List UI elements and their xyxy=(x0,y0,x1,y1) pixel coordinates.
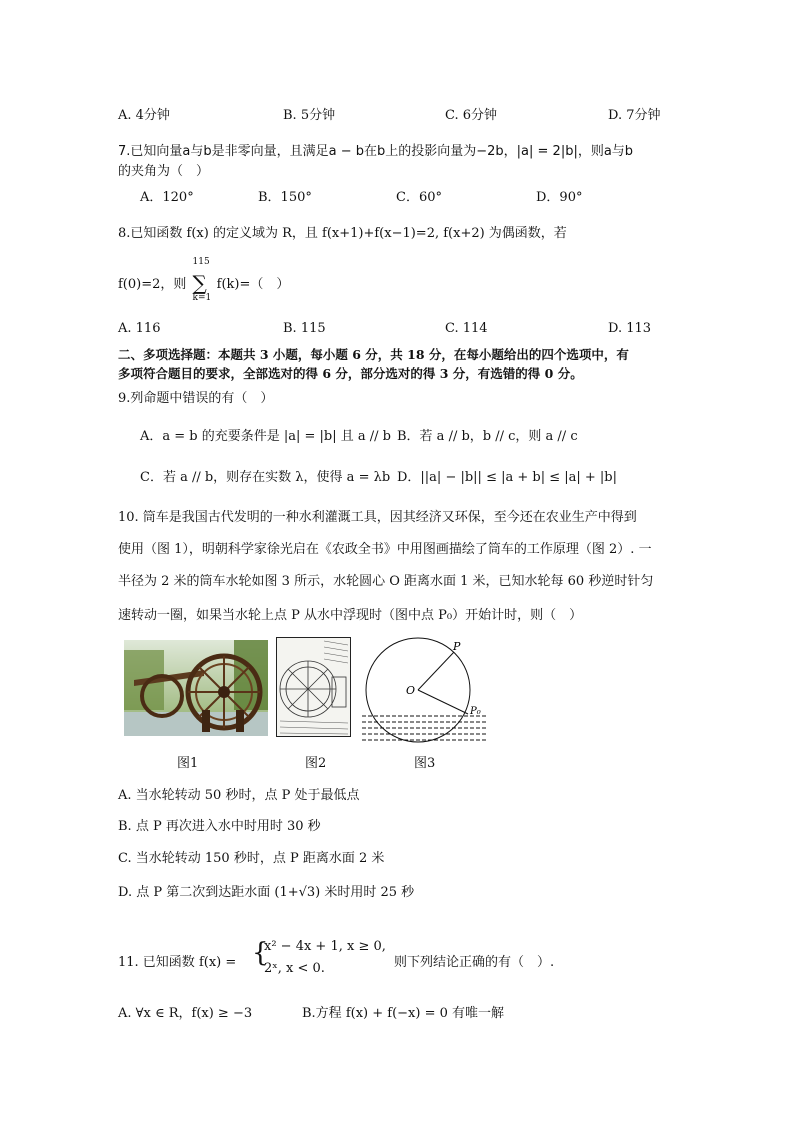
q10-option-b: B. 点 P 再次进入水中时用时 30 秒 xyxy=(118,819,321,834)
q8-option-d: D. 113 xyxy=(608,321,652,336)
q8-option-a: A. 116 xyxy=(118,321,161,336)
q8-f0: f(0)=2，则 xyxy=(118,277,187,292)
q10-stem-line3: 半径为 2 米的筒车水轮如图 3 所示，水轮圆心 O 距离水面 1 米，已知水轮每 60 秒逆时针匀 xyxy=(118,574,654,589)
q8-sum-body: f(k)=（ ） xyxy=(216,277,290,292)
fig3-caption: 图3 xyxy=(414,756,436,771)
fig3-label-p0: P₀ xyxy=(470,706,481,717)
q7-option-a: A．120° xyxy=(140,190,194,205)
q10-option-c: C. 当水轮转动 150 秒时，点 P 距离水面 2 米 xyxy=(118,851,385,866)
fig3-label-p: P xyxy=(453,640,461,653)
q7-options xyxy=(140,186,700,204)
q8-stem-line2 xyxy=(118,256,290,303)
q6-option-a: A. 4分钟 xyxy=(118,108,170,123)
fig1-waterwheel-photo xyxy=(124,640,268,736)
section2-heading-line2: 多项符合题目的要求，全部选对的得 6 分，部分选对的得 3 分，有选错的得 0 分。 xyxy=(118,366,583,381)
q6-option-d: D. 7分钟 xyxy=(608,108,661,123)
q7-stem-line2: 的夹角为（ ） xyxy=(118,164,210,179)
q11-stem-pre: 11. 已知函数 f(x) = xyxy=(118,955,237,970)
q10-option-a: A. 当水轮转动 50 秒时，点 P 处于最低点 xyxy=(118,788,360,803)
section2-heading-line1: 二、多项选择题：本题共 3 小题，每小题 6 分，共 18 分，在每小题给出的四个选项中，有 xyxy=(118,347,629,362)
fig2-caption: 图2 xyxy=(305,756,327,771)
q8-sum-symbol: 115 ∑ k=1 xyxy=(192,256,212,303)
fig3-radius-op xyxy=(418,652,454,690)
q8-stem-line1: 8.已知函数 f(x) 的定义域为 R，且 f(x+1)+f(x−1)=2, f(x+2) 为偶函数，若 xyxy=(118,226,567,241)
q10-stem-line1: 10. 筒车是我国古代发明的一种水利灌溉工具，因其经济又环保，至今还在农业生产中得到 xyxy=(118,510,637,525)
q10-stem-line2: 使用（图 1），明朝科学家徐光启在《农政全书》中用图画描绘了筒车的工作原理（图 2）. 一 xyxy=(118,542,652,557)
q8-option-c: C. 114 xyxy=(445,321,488,336)
q8-option-b: B. 115 xyxy=(283,321,326,336)
fig2-ink-drawing xyxy=(276,637,351,737)
q11-case-2: 2ˣ, x < 0. xyxy=(264,961,325,976)
q7-option-d: D．90° xyxy=(536,190,583,205)
q9-stem: 9.列命题中错误的有（ ） xyxy=(118,391,274,406)
q11-case-1: x² − 4x + 1, x ≥ 0, xyxy=(264,939,386,954)
q9-option-d: D．||a| − |b|| ≤ |a + b| ≤ |a| + |b| xyxy=(397,470,617,485)
q11-brace: { xyxy=(252,938,269,968)
q7-option-b: B．150° xyxy=(258,190,312,205)
q7-option-c: C．60° xyxy=(396,190,442,205)
fig3-water-surface xyxy=(362,716,488,740)
q11-option-b: B.方程 f(x) + f(−x) = 0 有唯一解 xyxy=(302,1006,505,1021)
q10-stem-line4: 速转动一圈，如果当水轮上点 P 从水中浮现时（图中点 P₀）开始计时，则（ ） xyxy=(118,608,583,623)
q8-sum-upper: 115 xyxy=(192,256,210,267)
q6-option-c: C. 6分钟 xyxy=(445,108,498,123)
q11-stem-post: 则下列结论正确的有（ ）. xyxy=(394,955,555,970)
fig1-caption: 图1 xyxy=(177,756,199,771)
q8-sum-lower: k=1 xyxy=(192,292,212,303)
q6-options xyxy=(118,104,678,122)
q11-option-a: A. ∀x ∈ R，f(x) ≥ −3 xyxy=(118,1006,253,1021)
q9-option-a: A．a = b 的充要条件是 |a| = |b| 且 a // b xyxy=(140,429,391,444)
q8-options xyxy=(118,321,678,339)
fig3-label-o: O xyxy=(406,684,416,697)
q9-option-b: B．若 a // b，b // c，则 a // c xyxy=(397,429,578,444)
q6-option-b: B. 5分钟 xyxy=(283,108,336,123)
q7-stem-line1: 7.已知向量a与b是非零向量，且满足a − b在b上的投影向量为−2b，|a| = 2|b|，则a与b xyxy=(118,144,634,159)
fig3-wheel-diagram xyxy=(360,636,490,748)
q10-option-d: D. 点 P 第二次到达距水面 (1+√3) 米时用时 25 秒 xyxy=(118,885,415,900)
q9-option-c: C．若 a // b，则存在实数 λ，使得 a = λb xyxy=(140,470,391,485)
fig3-radius-op0 xyxy=(418,690,468,714)
